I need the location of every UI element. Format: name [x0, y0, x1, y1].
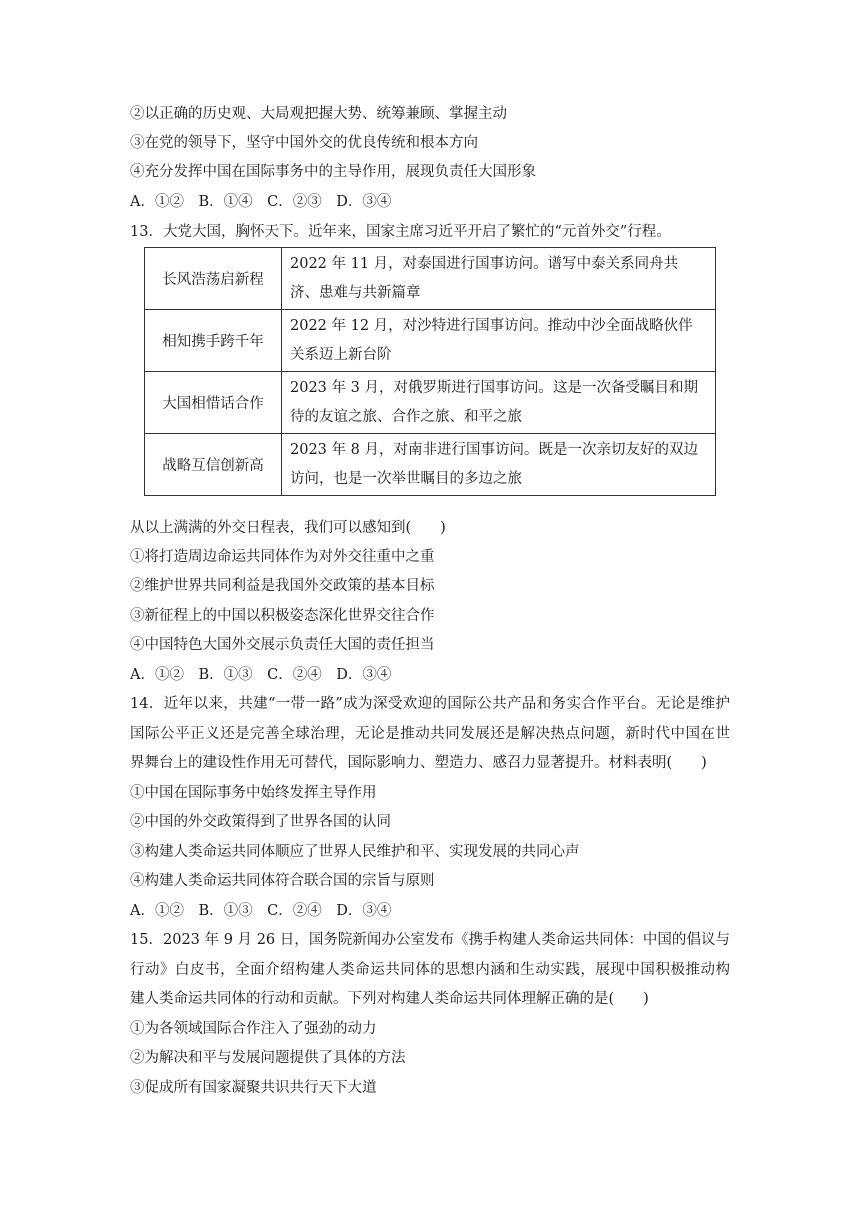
table-cell-description: 2022 年 12 月，对沙特进行国事访问。推动中沙全面战略伙伴关系迈上新台阶 [282, 310, 716, 372]
table-row [145, 310, 716, 372]
q13-option-1: ①将打造周边命运共同体作为对外交往重中之重 [130, 549, 435, 565]
table-cell-description: 2023 年 3 月，对俄罗斯进行国事访问。这是一次备受瞩目和期待的友谊之旅、合作之旅、和平之旅 [282, 372, 716, 434]
table-row [145, 372, 716, 434]
q13-option-2: ②维护世界共同利益是我国外交政策的基本目标 [130, 578, 435, 594]
q12-answer-choices: A．①② B．①④ C．②③ D．③④ [130, 194, 392, 210]
q14-option-3: ③构建人类命运共同体顺应了世界人民维护和平、实现发展的共同心声 [130, 844, 580, 860]
table-cell-description: 2023 年 8 月，对南非进行国事访问。既是一次亲切友好的双边访问，也是一次举世瞩目的多边之旅 [282, 434, 716, 496]
table-cell-title: 大国相惜话合作 [145, 372, 282, 434]
q13-option-4: ④中国特色大国外交展示负责任大国的责任担当 [130, 637, 435, 653]
q15-option-2: ②为解决和平与发展问题提供了具体的方法 [130, 1050, 406, 1066]
q15-stem-line-2: 行动》白皮书，全面介绍构建人类命运共同体的思想内涵和生动实践，展现中国积极推动构 [130, 962, 730, 978]
q14-stem-line-2: 国际公平正义还是完善全球治理，无论是推动共同发展还是解决热点问题，新时代中国在世 [130, 726, 730, 742]
table-cell-title: 相知携手跨千年 [145, 310, 282, 372]
q12-option-2: ②以正确的历史观、大局观把握大势、统筹兼顾、掌握主动 [130, 106, 507, 122]
q14-option-1: ①中国在国际事务中始终发挥主导作用 [130, 785, 377, 801]
q14-option-2: ②中国的外交政策得到了世界各国的认同 [130, 814, 391, 830]
q14-stem-line-3: 界舞台上的建设性作用无可替代，国际影响力、塑造力、感召力显著提升。材料表明( ) [130, 755, 707, 771]
q13-stem: 13．大党大国，胸怀天下。近年来，国家主席习近平开启了繁忙的“元首外交”行程。 [130, 224, 671, 240]
q15-option-3: ③促成所有国家凝聚共识共行天下大道 [130, 1080, 377, 1096]
q15-option-1: ①为各领域国际合作注入了强劲的动力 [130, 1021, 377, 1037]
diplomacy-schedule-table [144, 247, 716, 496]
q15-stem-line-1: 15．2023 年 9 月 26 日，国务院新闻办公室发布《携手构建人类命运共同体：中国的倡议与 [130, 932, 730, 948]
q14-stem-line-1: 14．近年以来，共建“一带一路”成为深受欢迎的国际公共产品和务实合作平台。无论是维护 [130, 696, 730, 712]
q12-option-3: ③在党的领导下，坚守中国外交的优良传统和根本方向 [130, 135, 478, 151]
q12-option-4: ④充分发挥中国在国际事务中的主导作用，展现负责任大国形象 [130, 164, 536, 180]
q14-answer-choices: A．①② B．①③ C．②④ D．③④ [130, 903, 392, 919]
q15-stem-line-3: 建人类命运共同体的行动和贡献。下列对构建人类命运共同体理解正确的是( ) [130, 991, 649, 1007]
table-cell-title: 战略互信创新高 [145, 434, 282, 496]
q14-option-4: ④构建人类命运共同体符合联合国的宗旨与原则 [130, 873, 435, 889]
table-cell-description: 2022 年 11 月，对泰国进行国事访问。谱写中泰关系同舟共济、患难与共新篇章 [282, 248, 716, 310]
table-cell-title: 长风浩荡启新程 [145, 248, 282, 310]
table-row [145, 434, 716, 496]
q13-answer-choices: A．①② B．①③ C．②④ D．③④ [130, 667, 392, 683]
q13-option-3: ③新征程上的中国以积极姿态深化世界交往合作 [130, 608, 435, 624]
table-row [145, 248, 716, 310]
q13-question: 从以上满满的外交日程表，我们可以感知到( ) [130, 520, 446, 536]
